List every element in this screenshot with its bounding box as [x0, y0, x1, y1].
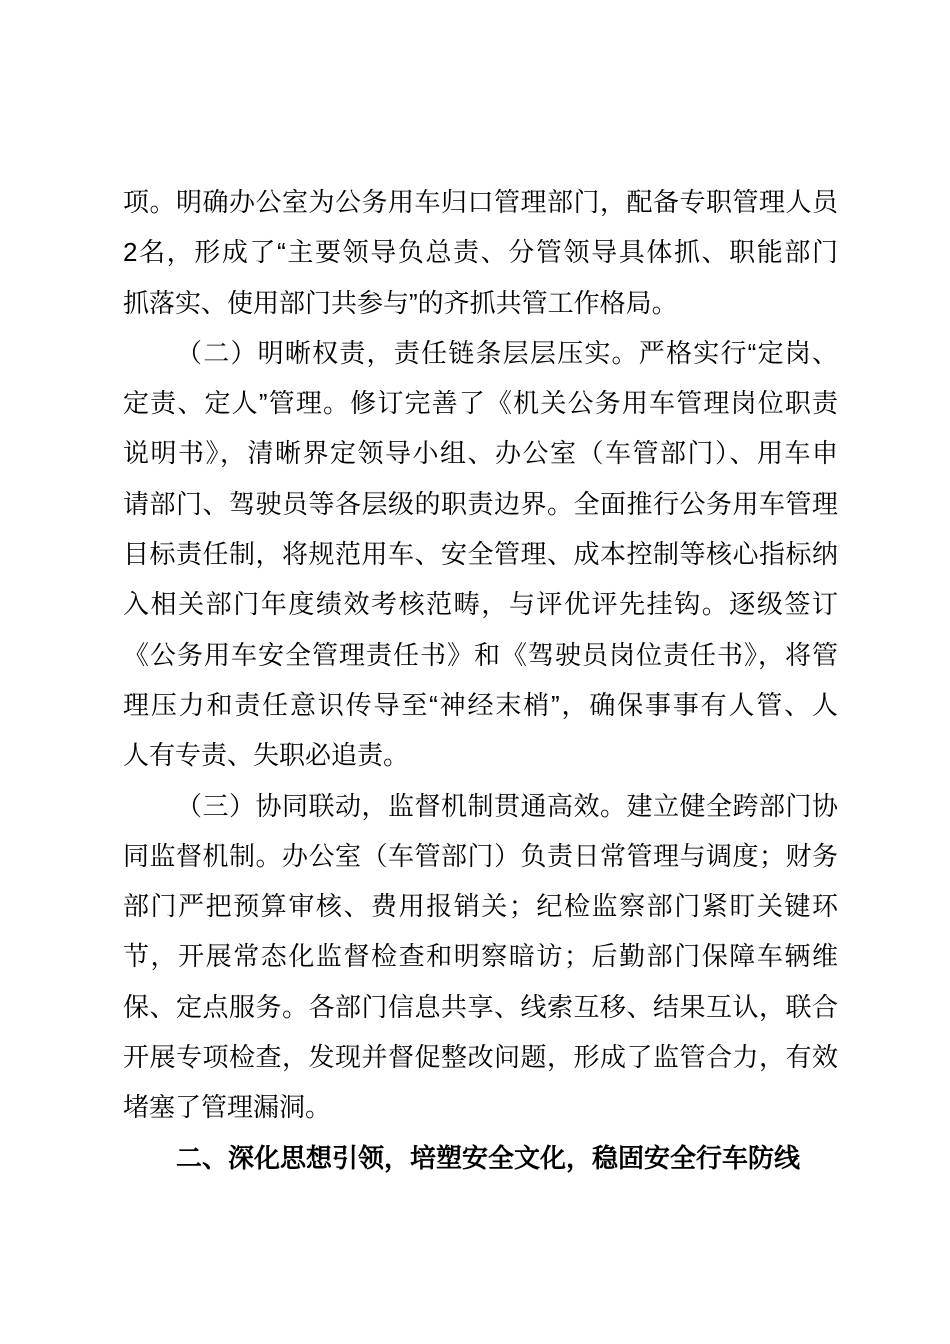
text-line: 抓落实、使用部门共参与”的齐抓共管工作格局。 — [123, 287, 678, 318]
text-line: 入相关部门年度绩效考核范畴，与评优评先挂钩。逐级签订 — [123, 589, 838, 620]
section-heading-line: 二、深化思想引领，培塑安全文化，稳固安全行车防线 — [176, 1142, 801, 1173]
text-line: 人有专责、失职必追责。 — [123, 740, 410, 771]
paragraph-2-mingxi-quanze — [123, 328, 838, 781]
text-line: 请部门、驾驶员等各层级的职责边界。全面推行公务用车管理 — [123, 488, 838, 519]
text-line: 节，开展常态化监督检查和明察暗访；后勤部门保障车辆维 — [123, 941, 838, 972]
text-line: 《公务用车安全管理责任书》和《驾驶员岗位责任书》，将管 — [123, 639, 838, 670]
text-line: （三）协同联动，监督机制贯通高效。建立健全跨部门协 — [176, 790, 838, 821]
text-line: 定责、定人”管理。修订完善了《机关公务用车管理岗位职责 — [123, 388, 838, 419]
text-line: 堵塞了管理漏洞。 — [123, 1092, 332, 1123]
text-line: 保、定点服务。各部门信息共享、线索互移、结果互认，联合 — [123, 991, 838, 1022]
text-line: 2名，形成了“主要领导负总责、分管领导具体抓、职能部门 — [123, 237, 838, 268]
text-line: 目标责任制，将规范用车、安全管理、成本控制等核心指标纳 — [123, 539, 838, 570]
document-text-block — [123, 177, 838, 1183]
heading-section-2 — [123, 1133, 838, 1183]
text-line: 同监督机制。办公室（车管部门）负责日常管理与调度；财务 — [123, 840, 838, 871]
text-line: 开展专项检查，发现并督促整改问题，形成了监管合力，有效 — [123, 1042, 838, 1073]
text-line: 说明书》，清晰界定领导小组、办公室（车管部门）、用车申 — [123, 438, 838, 469]
paragraph-1-continuation — [123, 177, 838, 328]
text-line: 部门严把预算审核、费用报销关；纪检监察部门紧盯关键环 — [123, 891, 838, 922]
text-line: （二）明晰权责，责任链条层层压实。严格实行“定岗、 — [176, 337, 838, 368]
text-line: 理压力和责任意识传导至“神经末梢”，确保事事有人管、人 — [123, 689, 838, 720]
paragraph-3-xietong-liandong — [123, 781, 838, 1133]
text-line: 项。明确办公室为公务用车归口管理部门，配备专职管理人员 — [123, 187, 838, 217]
